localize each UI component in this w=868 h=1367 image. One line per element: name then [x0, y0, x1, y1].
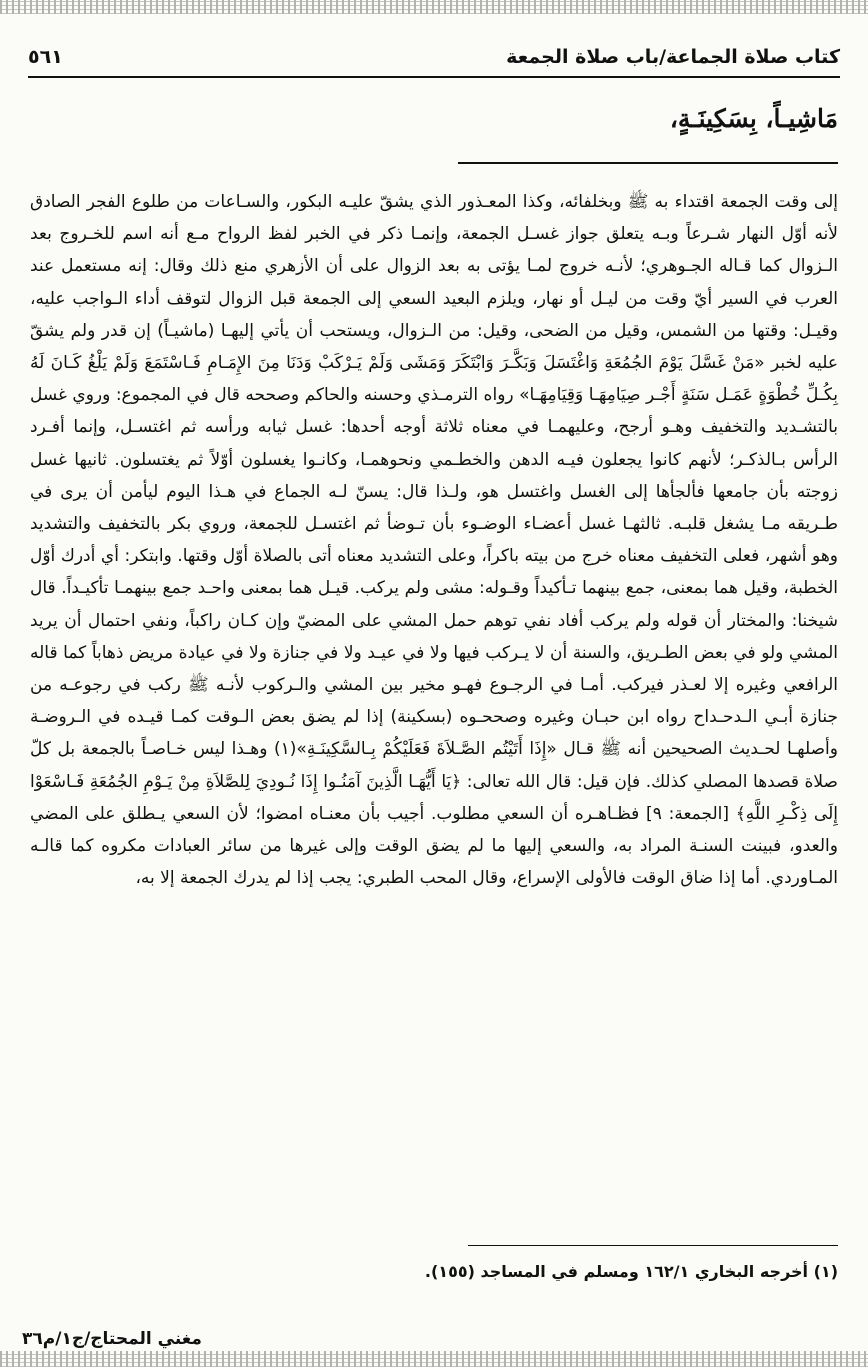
footnote: (١) أخرجه البخاري ١٦٢/١ ومسلم في المساجد (١٥٥). [424, 1262, 838, 1281]
signature-mark: مغني المحتاج/ج١/م٣٦ [22, 1329, 202, 1349]
footnote-divider [468, 1245, 838, 1246]
bottom-ornament-border [0, 1351, 868, 1367]
header-divider [28, 76, 840, 78]
running-title: كتاب صلاة الجماعة/باب صلاة الجمعة [506, 46, 840, 68]
commentary-body [30, 186, 838, 894]
commentary-paragraph: إلى وقت الجمعة اقتداء به ﷺ وبخلفائه، وكذا المعـذور الذي يشقّ عليـه البكور، والسـاعات من طلوع الفجر الصادق لأنه أوّل النهار شـرعاً وبـه يتعلق جواز غسـل الجمعة، وإنمـا ذكر في الخبر لفظ الرواح مـع أنه اسم للخـروج بعد الـزوال كما قـاله الجـوهري؛ لأنـه خروج لمـا يؤتى به بعد الزوال على أن الأزهري منع ذلك وقال: إنه مستعمل عند العرب في السير أيّ وقت من ليـل أو نهار، ويلزم البعيد السعي إلى الجمعة قبل الزوال لتوقف أداء الـواجب عليه، وقيـل: وقتها من الشمس، وقيل من الضحى، وقيل: من الـزوال، ويستحب أن يأتي إليهـا (ماشيـاً) إن قدر ولم يشقّ عليه لخبر «مَنْ غَسَّلَ يَوْمَ الجُمُعَةِ وَاغْتَسَلَ وَبَكَّـرَ وَابْتَكَرَ وَمَشَى وَلَمْ يَـرْكَبْ وَدَنَا مِنَ الإِمَـامِ فَـاسْتَمَعَ وَلَمْ يَلْغُ كَـانَ لَهُ بِكُـلِّ خُطْوَةٍ عَمَـل سَنَةٍ أَجْـر صِيَامِهَـا وَقِيَامِهَـا» رواه الترمـذي وحسنه والحاكم وصححه قال في المجموع: وروي غسل بالتشـديد والتخفيف وهـو أرجح، وعليهمـا في معناه ثلاثة أوجه أحدها: غسل ثيابه ورأسه ثم اغتسـل، وإنما أفـرد الرأس بـالذكـر؛ لأنهم كانوا يجعلون فيـه الدهن والخطـمي ونحوهمـا، وكانـوا يغسلون أوّلاً ثم يغتسلون. ثانيها غسل زوجته بأن جامعها فألجأها إلى الغسل واغتسل هو، ولـذا قال: يسنّ لـه الجماع في هـذا اليوم ليأمن أن يرى في طـريقه مـا يشغل قلبـه. ثالثهـا غسل أعضـاء الوضـوء بأن تـوضأ ثم اغتسـل للجمعة، وروي بكر بالتخفيف والتشديد وهو أشهر، فعلى التخفيف معناه خرج من بيته باكراً، وعلى التشديد معناه أتى بالصلاة أوّل وقتها. وابتكر: أي أدرك أوّل الخطبة، وقيل هما بمعنى، جمع بينهما تـأكيداً وقـوله: مشى ولم يركب. قيـل هما بمعنى واحـد جمع بينهمـا تأكيـداً. قال شيخنا: والمختار أن قوله ولم يركب أفاد نفي توهم حمل المشي على المضيّ وإن كـان راكباً، ونفي احتمال أن يريد المشي ولو في بعض الطـريق، والسنة أن لا يـركب فيها ولا في عيـد ولا في جنازة ولا في عيادة مريض ذهاباً كما قاله الرافعي وغيره إلا لعـذر فيركب. أمـا في الرجـوع فهـو مخير بين المشي والـركوب لأنـه ﷺ ركب في رجوعـه من جنازة أبـي الـدحـداح رواه ابن حبـان وغيره وصححـوه (بسكينة) إذا لم يضق بعض الـوقت كمـا قيـده في الـروضـة وأصلهـا لحـديث الصحيحين أنه ﷺ قـال «إِذَا أَتَيْتُم الصَّـلاَةَ فَعَلَيْكُمْ بِـالسَّكِينَـةِ»(١) وهـذا ليس خـاصـاً بالجمعة بل كلّ صلاة قصدها المصلي كذلك. فإن قيل: قال الله تعالى: ﴿يَا أَيُّهَـا الَّذِينَ آمَنُـوا إِذَا نُـودِيَ لِلصَّلاَةِ مِنْ يَـوْمِ الجُمُعَةِ فَـاسْعَوْا إِلَى ذِكْـرِ اللَّهِ﴾ [الجمعة: ٩] فظـاهـره أن السعي مطلوب. أجيب بأن معنـاه امضوا؛ لأن السعي يـطلق على المضي والعدو، فبينت السنـة المراد به، والسعي إليها ما لم يضق الوقت وإلى غيرها من سائر العبادات مكروه كما قالـه المـاوردي. أما إذا ضاق الوقت فالأولى الإسراع، وقال المحب الطبري: يجب إذا لم يدرك الجمعة إلا به، [30, 192, 838, 889]
matn-divider [458, 162, 838, 164]
matn-text: مَاشِيـاً، بِسَكِينَـةٍ، [669, 104, 838, 133]
page-number: ٥٦١ [28, 46, 63, 68]
page-header [28, 40, 840, 74]
top-ornament-border [0, 0, 868, 14]
